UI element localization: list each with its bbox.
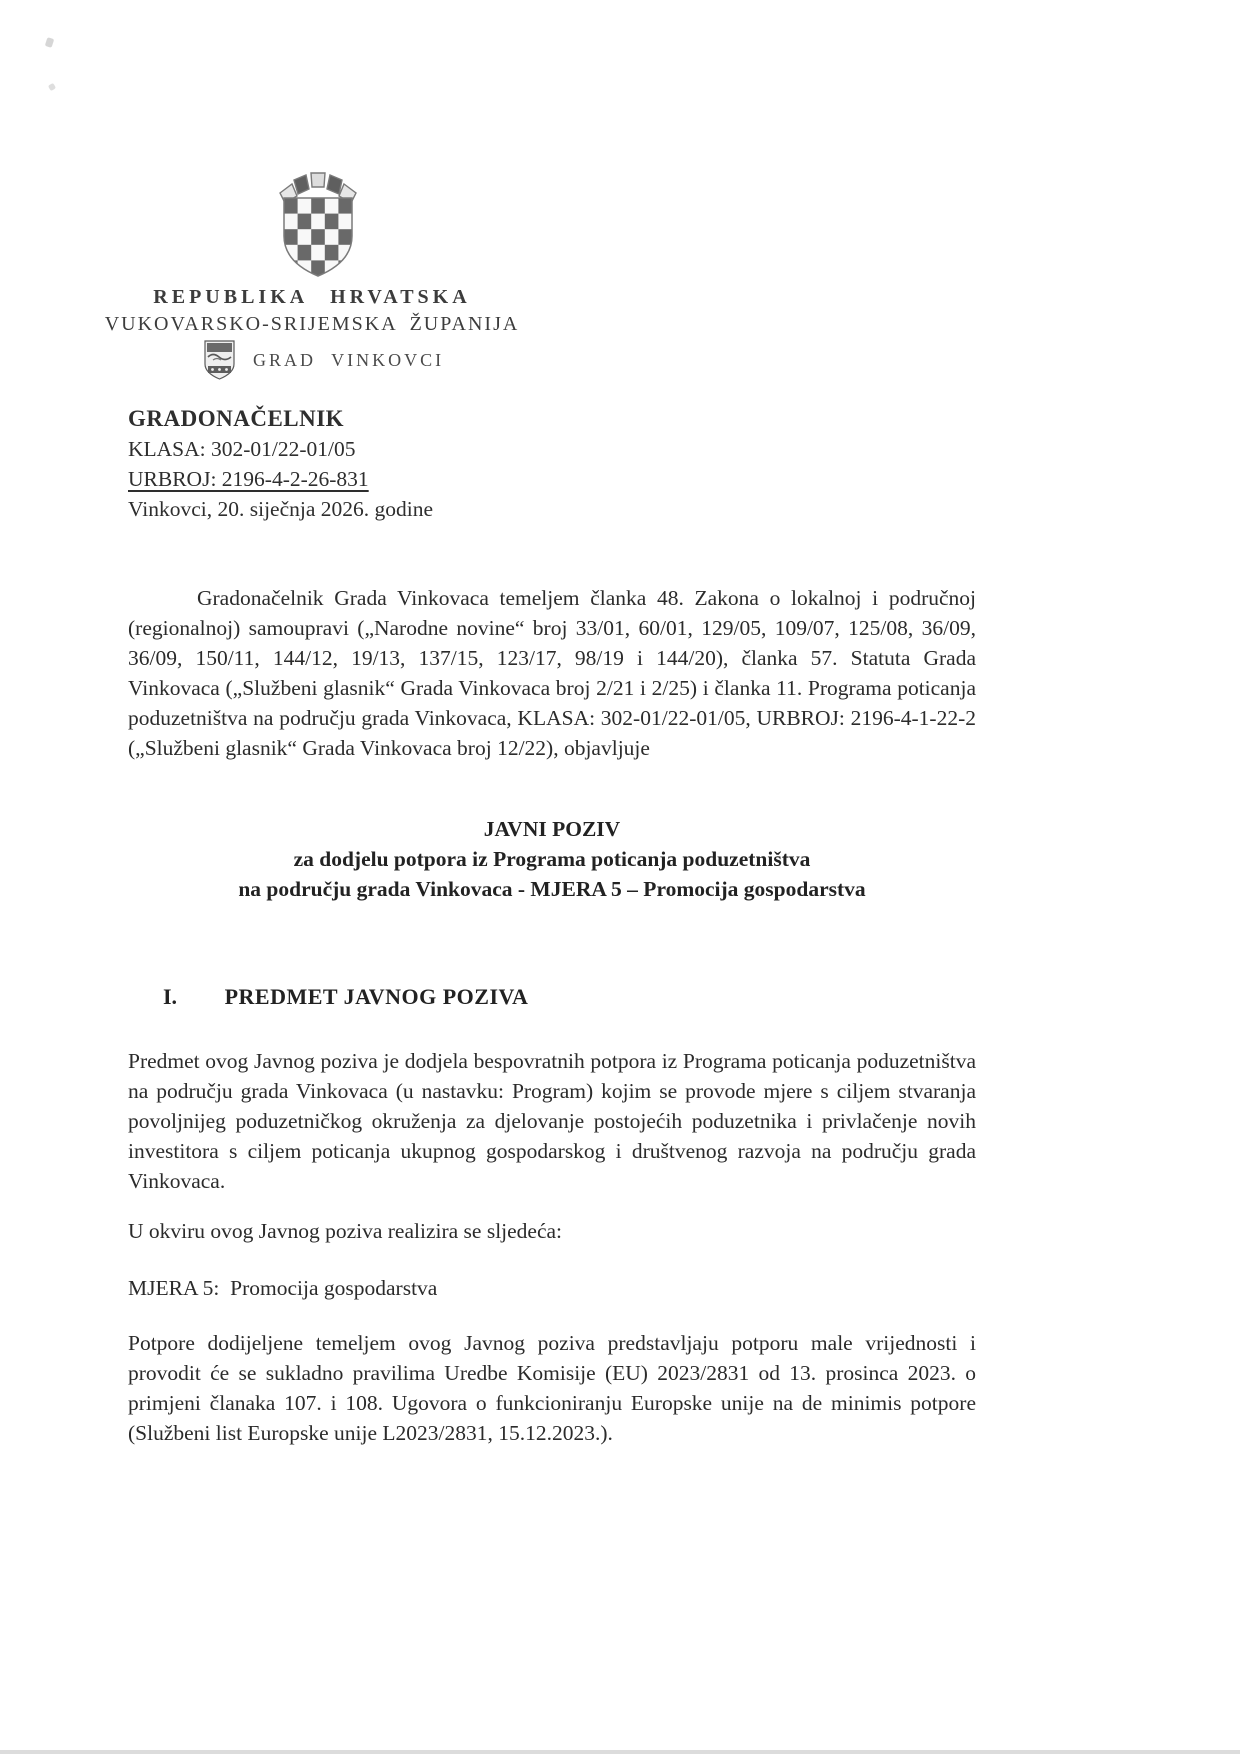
call-title xyxy=(128,814,976,904)
call-title-line2: za dodjelu potpora iz Programa poticanja poduzetništva xyxy=(293,847,811,871)
preamble-paragraph: Gradonačelnik Grada Vinkovaca temeljem članka 48. Zakona o lokalnoj i područnoj (regionalnoj) samoupravi („Narodne novine“ broj 33/01, 60/01, 129/05, 109/07, 125/08, 36/09, 36/09, 150/11, 144/12, 19/13, 137/15, 123/17, 98/19 i 144/20), članka 57. Statuta Grada Vinkovaca („Službeni glasnik“ Grada Vinkovaca broj 2/21 i 2/25) i članka 11. Programa poticanja poduzetništva na području grada Vinkovaca, KLASA: 302-01/22-01/05, URBROJ: 2196-4-1-22-2 („Službeni glasnik“ Grada Vinkovaca broj 12/22), objavljuje xyxy=(128,586,976,760)
scan-speck xyxy=(48,83,56,91)
section-1-paragraph-2: U okviru ovog Javnog poziva realizira se sljedeća: xyxy=(128,1219,563,1243)
letterhead-republic: REPUBLIKA HRVATSKA xyxy=(153,286,471,308)
place-date-line: Vinkovci, 20. siječnja 2026. godine xyxy=(128,497,434,521)
letterhead-city-row xyxy=(204,338,444,382)
call-title-line1: JAVNI POZIV xyxy=(483,817,621,841)
vinkovci-coat-of-arms-icon xyxy=(204,340,235,380)
section-1-paragraph-1: Predmet ovog Javnog poziva je dodjela bespovratnih potpora iz Programa poticanja poduzetništva na području grada Vinkovaca (u nastavku: Program) kojim se provode mjere s ciljem stvaranja povoljnijeg poduzetničkog okruženja za djelovanje postojećih poduzetnika i privlačenje novih investitora s ciljem poticanja ukupnog gospodarskog i društvenog razvoja na području grada Vinkovaca. xyxy=(128,1049,976,1193)
section-1-title: PREDMET JAVNOG POZIVA xyxy=(224,984,529,1009)
section-1-paragraph-3: Potpore dodijeljene temeljem ovog Javnog poziva predstavljaju potporu male vrijednosti i provodit će se sukladno pravilima Uredbe Komisije (EU) 2023/2831 od 13. prosinca 2023. o primjeni članaka 107. i 108. Ugovora o funkcioniranju Europske unije na de minimis potpore (Službeni list Europske unije L2023/2831, 15.12.2023.). xyxy=(128,1331,976,1445)
letterhead-county: VUKOVARSKO-SRIJEMSKA ŽUPANIJA xyxy=(104,313,520,335)
scan-bottom-edge xyxy=(0,1750,1240,1754)
croatia-coat-of-arms-icon xyxy=(278,170,358,280)
urbroj-line: URBROJ: 2196-4-2-26-831 xyxy=(128,467,369,491)
klasa-line: KLASA: 302-01/22-01/05 xyxy=(128,437,356,461)
scan-speck xyxy=(45,37,54,48)
section-1-number: I. xyxy=(163,984,178,1009)
measure-line: MJERA 5: Promocija gospodarstva xyxy=(128,1276,438,1300)
section-1-heading xyxy=(128,984,528,1010)
call-title-line3: na području grada Vinkovaca - MJERA 5 – Promocija gospodarstva xyxy=(238,877,866,901)
letterhead-city: GRAD VINKOVCI xyxy=(253,349,445,370)
office-title: GRADONAČELNIK xyxy=(128,406,345,431)
office-block xyxy=(128,404,433,524)
